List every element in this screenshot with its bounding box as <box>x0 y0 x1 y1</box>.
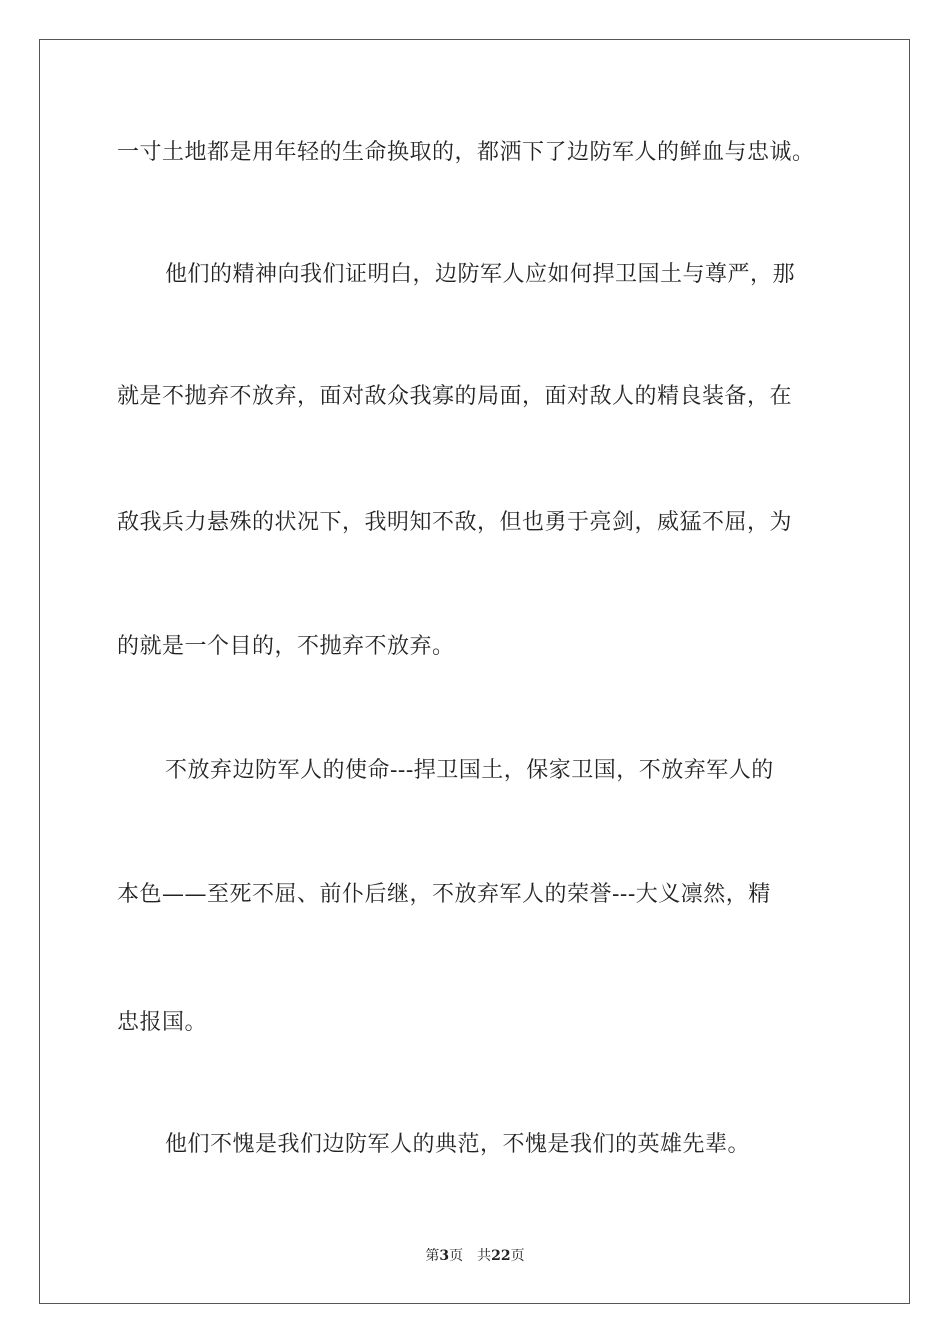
paragraph-line: 就是不抛弃不放弃，面对敌众我寡的局面，面对敌人的精良装备，在 <box>117 384 793 409</box>
page-footer <box>0 1246 950 1266</box>
paragraph-line: 他们的精神向我们证明白，边防军人应如何捍卫国土与尊严，那 <box>165 262 796 287</box>
paragraph-line: 一寸土地都是用年轻的生命换取的，都洒下了边防军人的鲜血与忠诚。 <box>117 140 815 165</box>
page-suffix: 页 <box>449 1248 464 1264</box>
page-prefix: 第 <box>425 1248 440 1264</box>
paragraph-line: 不放弃边防军人的使命---捍卫国土，保家卫国，不放弃军人的 <box>165 758 774 783</box>
page-border <box>39 39 910 1304</box>
total-prefix: 共 <box>477 1248 492 1264</box>
paragraph-line: 忠报国。 <box>117 1010 208 1035</box>
paragraph-line: 他们不愧是我们边防军人的典范，不愧是我们的英雄先辈。 <box>165 1132 751 1157</box>
paragraph-line: 本色——至死不屈、前仆后继，不放弃军人的荣誉---大义凛然，精 <box>117 882 771 907</box>
total-suffix: 页 <box>510 1248 525 1264</box>
total-pages: 22 <box>491 1248 511 1264</box>
page-number: 3 <box>439 1248 450 1264</box>
paragraph-line: 敌我兵力悬殊的状况下，我明知不敌，但也勇于亮剑，威猛不屈，为 <box>117 510 793 535</box>
paragraph-line: 的就是一个目的，不抛弃不放弃。 <box>117 634 455 659</box>
